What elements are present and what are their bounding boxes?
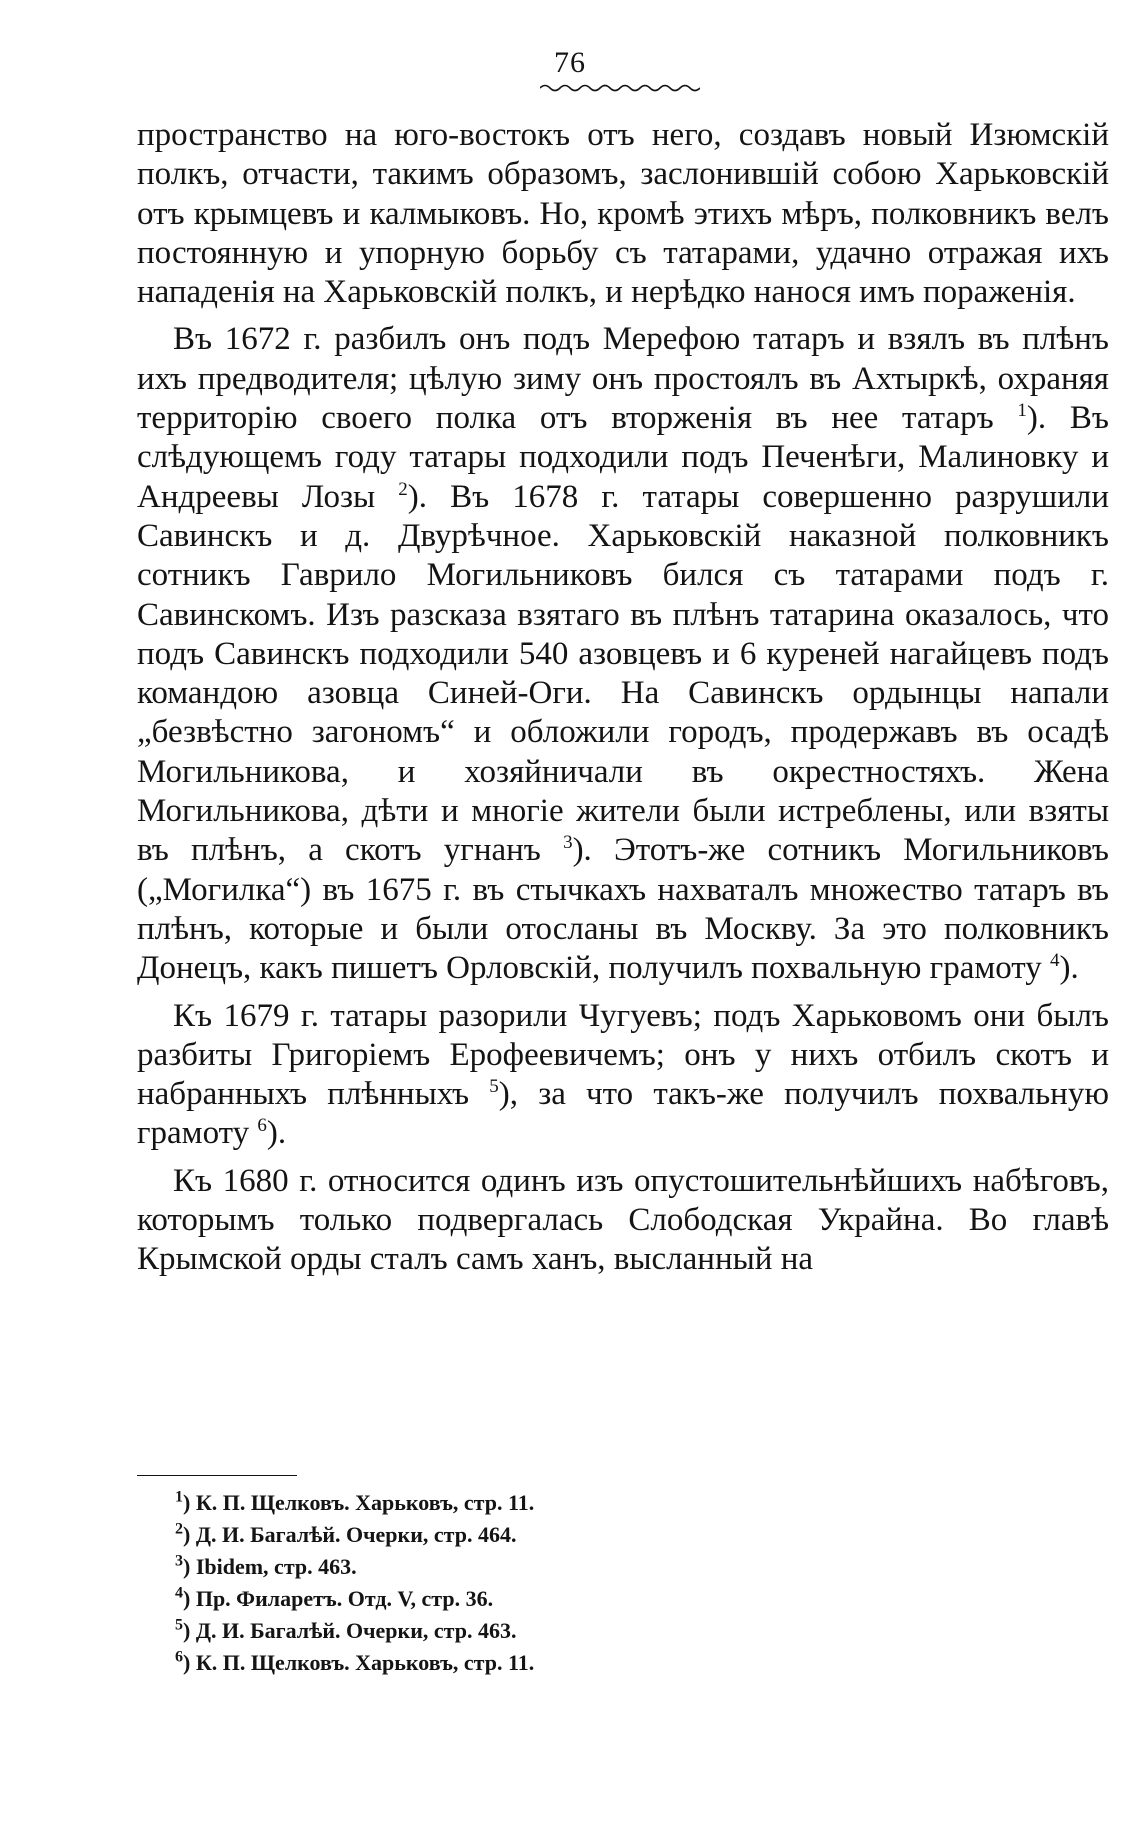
paragraph-text: ). Этотъ-же сотникъ Могильниковъ („Могилка“) въ 1675 г. въ стычкахъ нахваталъ множество татаръ въ плѣнъ, которые и были отосланы въ Москву. За это полковникъ Донецъ, какъ пишетъ Орловскій, получилъ похвальную грамоту bbox=[137, 832, 1109, 987]
footnote-text: ) Ibidem, стр. 463. bbox=[183, 1554, 357, 1579]
footnote-text: ) Д. И. Багалѣй. Очерки, стр. 463. bbox=[183, 1618, 517, 1643]
footnote bbox=[175, 1615, 875, 1647]
footnote-reference: 3 bbox=[563, 832, 573, 854]
page-number: 76 bbox=[554, 46, 586, 79]
footnote-reference: 4 bbox=[1050, 950, 1060, 972]
footnote bbox=[175, 1551, 875, 1583]
footnote-reference: 1 bbox=[1017, 400, 1027, 422]
paragraph-text: Въ 1672 г. разбилъ онъ подъ Мерефою татаръ и взялъ въ плѣнъ ихъ предводителя; цѣлую зиму онъ простоялъ въ Ахтыркѣ, охраняя территорію своего полка отъ вторженія въ нее татаръ bbox=[137, 321, 1109, 437]
footnote-text: ) К. П. Щелковъ. Харьковъ, стр. 11. bbox=[183, 1490, 535, 1515]
footnote-mark: 6 bbox=[175, 1648, 183, 1666]
footnote-mark: 4 bbox=[175, 1584, 183, 1602]
footnote bbox=[175, 1583, 875, 1615]
footnote-reference: 6 bbox=[257, 1115, 267, 1137]
paragraph-text: ). Въ слѣдующемъ году татары подходили подъ Печенѣги, Малиновку и Андреевы Лозы bbox=[137, 400, 1109, 515]
footnote-text: ) К. П. Щелковъ. Харьковъ, стр. 11. bbox=[183, 1650, 535, 1675]
footnotes bbox=[175, 1487, 875, 1679]
footnote-reference: 5 bbox=[489, 1076, 499, 1098]
footnote-divider bbox=[137, 1475, 297, 1476]
paragraph bbox=[137, 997, 1109, 1154]
paragraph-text: ), за что такъ-же получилъ похвальную грамоту bbox=[137, 1076, 1110, 1152]
body-text bbox=[137, 116, 1109, 1280]
paragraph bbox=[137, 320, 1109, 988]
paragraph-text: Къ 1680 г. относится одинъ изъ опустошительнѣйшихъ набѣговъ, которымъ только подвергалась Слободская Украйна. Во главѣ Крымской орды сталъ самъ ханъ, высланный на bbox=[137, 1162, 1109, 1278]
paragraph bbox=[137, 116, 1109, 312]
footnote-mark: 5 bbox=[175, 1616, 183, 1634]
footnote-mark: 2 bbox=[175, 1520, 183, 1538]
footnote-reference: 2 bbox=[398, 478, 408, 500]
paragraph-text: ). bbox=[266, 1115, 287, 1152]
page-number-ornament bbox=[540, 82, 700, 94]
paragraph-text: пространство на юго-востокъ отъ него, создавъ новый Изюмскій полкъ, отчасти, такимъ образомъ, заслонившій собою Харьковскій отъ крымцевъ и калмыковъ. Но, кромѣ этихъ мѣръ, полковникъ велъ постоянную и упорную борьбу съ татарами, удачно отражая ихъ нападенія на Харьковскій полкъ, и нерѣдко нанося имъ пораженія. bbox=[137, 117, 1109, 311]
footnote bbox=[175, 1487, 875, 1519]
paragraph-text: ). bbox=[1059, 950, 1079, 987]
paragraph-text: Къ 1679 г. татары разорили Чугуевъ; подъ Харьковомъ они былъ разбиты Григоріемъ Ерофеевичемъ; онъ у нихъ отбилъ скотъ и набранныхъ плѣнныхъ bbox=[137, 997, 1109, 1113]
paragraph-text: ). Въ 1678 г. татары совершенно разрушили Савинскъ и д. Двурѣчное. Харьковскій наказной полковникъ сотникъ Гаврило Могильниковъ бился съ татарами подъ г. Савинскомъ. Изъ разсказа взятаго въ плѣнъ татарина оказалось, что подъ Савинскъ подходили 540 азовцевъ и 6 куреней нагайцевъ подъ командою азовца Синей-Оги. На Савинскъ ордынцы напали „безвѣстно загономъ“ и обложили городъ, продержавъ въ осадѣ Могильникова, и хозяйничали въ окрестностяхъ. Жена Могильникова, дѣти и многіе жители были истреблены, или взяты въ плѣнъ, а скотъ угнанъ bbox=[137, 478, 1109, 869]
footnote bbox=[175, 1647, 875, 1679]
footnote-text: ) Пр. Филаретъ. Отд. V, стр. 36. bbox=[183, 1586, 494, 1611]
footnote-text: ) Д. И. Багалѣй. Очерки, стр. 464. bbox=[183, 1522, 517, 1547]
footnote-mark: 1 bbox=[175, 1488, 183, 1506]
footnote-mark: 3 bbox=[175, 1552, 183, 1570]
paragraph bbox=[137, 1162, 1109, 1280]
footnote bbox=[175, 1519, 875, 1551]
